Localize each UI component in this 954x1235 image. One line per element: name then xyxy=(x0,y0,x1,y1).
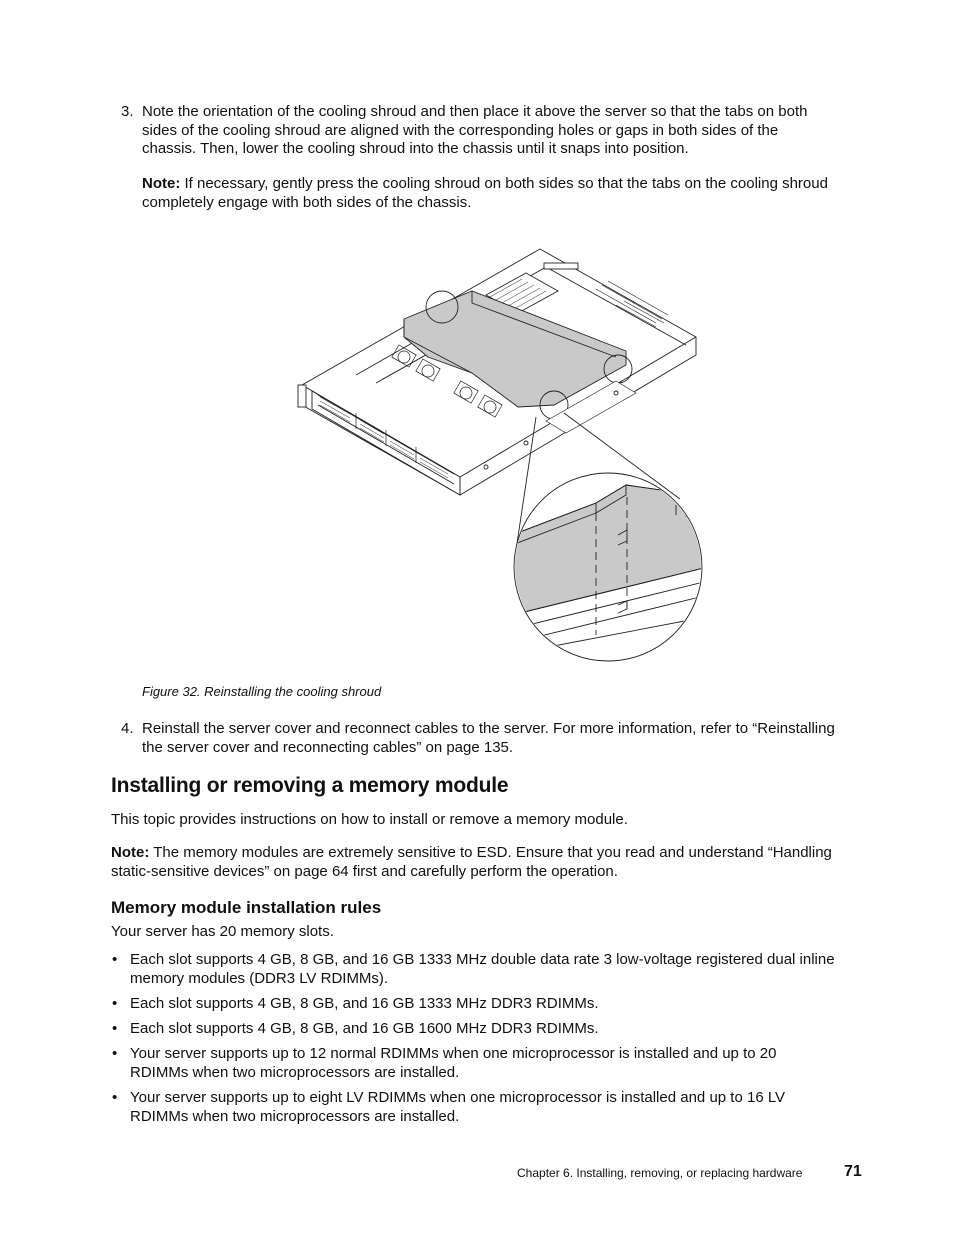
step-3-text xyxy=(142,103,882,159)
step-4-text xyxy=(142,720,882,757)
step-3-line-1: Note the orientation of the cooling shroud and then place it above the server so that the tabs on both xyxy=(142,103,808,120)
bullet-line-1: Each slot supports 4 GB, 8 GB, and 16 GB 1333 MHz double data rate 3 low-voltage registered dual inline xyxy=(130,951,835,968)
bullet-line-1: Your server supports up to 12 normal RDIMMs when one microprocessor is installed and up to 20 xyxy=(130,1045,777,1062)
section-title: Installing or removing a memory module xyxy=(111,774,509,797)
bullet-symbol: • xyxy=(112,951,118,968)
bullet-line-1: Each slot supports 4 GB, 8 GB, and 16 GB 1600 MHz DDR3 RDIMMs. xyxy=(130,1020,599,1037)
step-3-line-2: sides of the cooling shroud are aligned with the corresponding holes or gaps in both sides of the xyxy=(142,121,779,139)
bullet-symbol: • xyxy=(112,1045,118,1062)
bullet-symbol: • xyxy=(112,1020,118,1037)
footer-chapter: Chapter 6. Installing, removing, or replacing hardware xyxy=(517,1166,803,1180)
bullet-line-1: Each slot supports 4 GB, 8 GB, and 16 GB 1333 MHz DDR3 RDIMMs. xyxy=(130,995,599,1012)
step-4-line-2: the server cover and reconnecting cables” on page 135. xyxy=(142,738,514,756)
section-note-label: Note: xyxy=(111,844,150,861)
bullet-line-2: RDIMMs when two microprocessors are installed. xyxy=(130,1063,460,1081)
bullet-line-2: RDIMMs when two microprocessors are installed. xyxy=(130,1107,460,1125)
subsection-intro: Your server has 20 memory slots. xyxy=(111,923,334,940)
note-label: Note: xyxy=(142,175,181,192)
step-3-line-3: chassis. Then, lower the cooling shroud into the chassis until it snaps into position. xyxy=(142,140,689,157)
figure-caption: Figure 32. Reinstalling the cooling shroud xyxy=(142,684,382,699)
step-4-number: 4. xyxy=(121,720,134,737)
section-note-line-1: The memory modules are extremely sensitive to ESD. Ensure that you read and understand “Handling xyxy=(149,844,832,861)
bullet-symbol: • xyxy=(112,995,118,1012)
cooling-shroud-illustration xyxy=(296,245,708,665)
subsection-title: Memory module installation rules xyxy=(111,898,382,917)
section-intro: This topic provides instructions on how to install or remove a memory module. xyxy=(111,811,628,828)
step-4-line-1: Reinstall the server cover and reconnect cables to the server. For more information, refer to “Reinstalling xyxy=(142,720,835,737)
page-number: 71 xyxy=(844,1163,862,1180)
step-3-note-line-2: completely engage with both sides of the chassis. xyxy=(142,193,472,211)
section-note-line-2: static-sensitive devices” on page 64 first and carefully perform the operation. xyxy=(111,862,618,880)
bullet-line-1: Your server supports up to eight LV RDIMMs when one microprocessor is installed and up to 16 LV xyxy=(130,1089,786,1106)
section-note xyxy=(111,844,881,881)
bullet-symbol: • xyxy=(112,1089,118,1106)
step-3-note-line-1: If necessary, gently press the cooling shroud on both sides so that the tabs on the cooling shroud xyxy=(180,175,828,192)
step-3-number: 3. xyxy=(121,103,134,120)
bullet-line-2: memory modules (DDR3 LV RDIMMs). xyxy=(130,969,389,987)
step-3-note xyxy=(142,175,882,212)
